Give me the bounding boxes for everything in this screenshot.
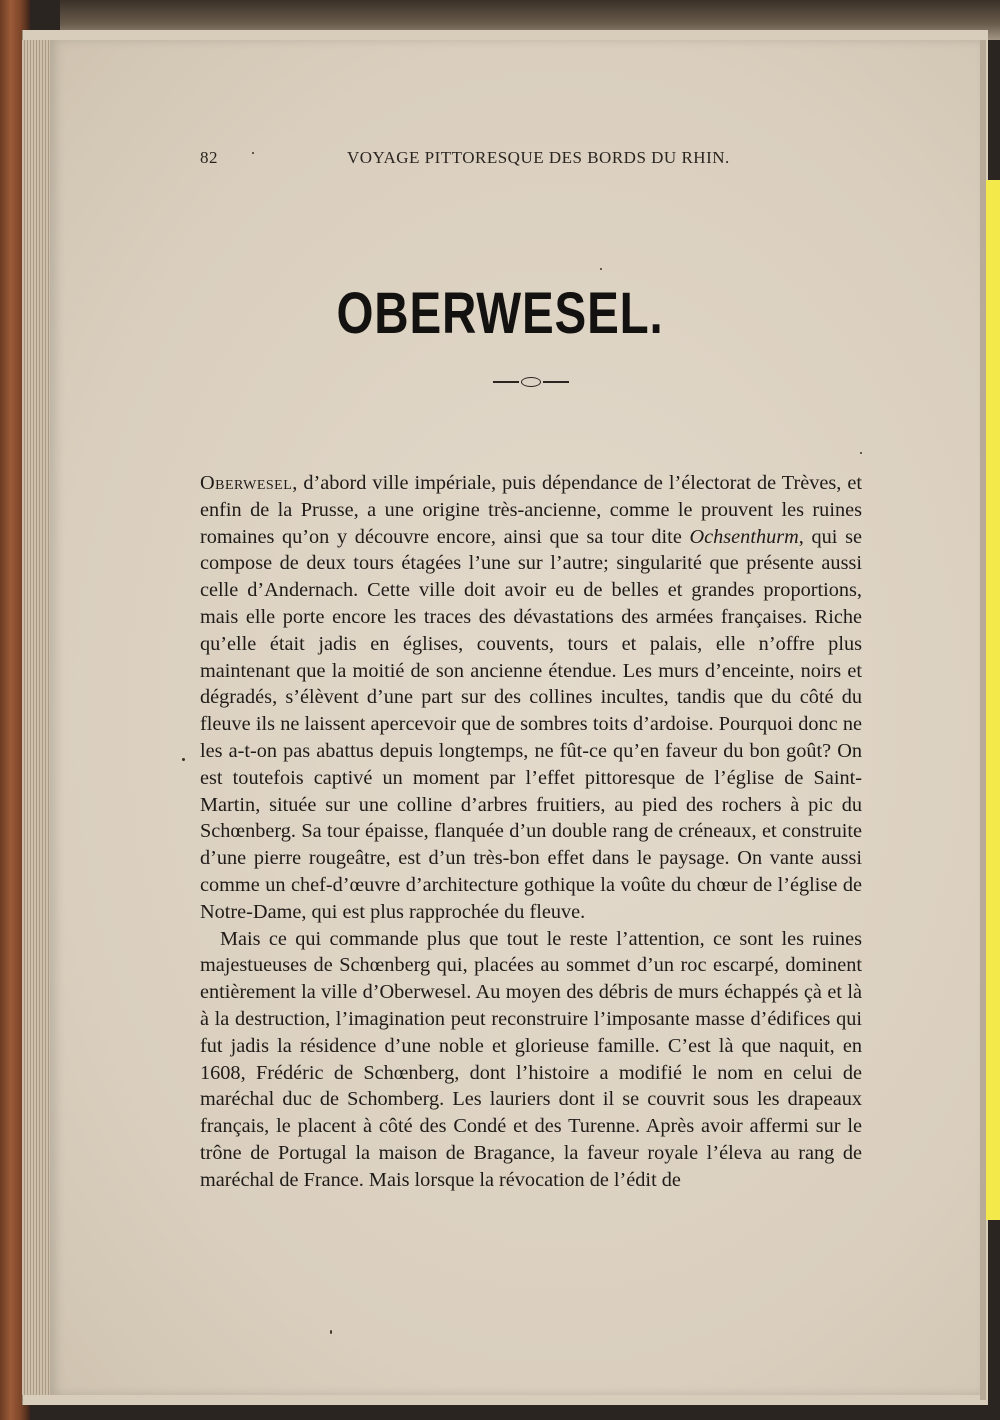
paragraph-1 — [200, 470, 862, 926]
paragraph-2: Mais ce qui commande plus que tout le reste l’attention, ce sont les ruines majestueuses de Schœnberg qui, placées au sommet d’un roc escarpé, dominent entièrement la ville d’Oberwesel. Au moyen des débris de murs échappés çà et là à la destruction, l’imagination peut reconstruire l’imposante masse d’édifices qui fut jadis la résidence d’une noble et glorieuse famille. C’est là que naquit, en 1608, Frédéric de Schœnberg, dont l’histoire a modifié le nom en celui de maréchal duc de Schomberg. Les lauriers dont il se couvrit sous les drapeaux français, le placent à côté des Condé et des Turenne. Après avoir affermi sur le trône de Portugal la maison de Bragance, la faveur royale l’éleva au rang de maréchal de France. Mais lorsque la révocation de l’édit de — [200, 927, 862, 1191]
ornament-bar-right — [543, 381, 569, 383]
body-text — [200, 470, 862, 1194]
ornament-divider — [493, 374, 569, 390]
paper-speck — [182, 758, 185, 761]
paragraph-lead-word: Oberwesel — [200, 472, 293, 494]
paper-speck — [860, 452, 862, 454]
paper-speck — [252, 152, 254, 154]
running-head: VOYAGE PITTORESQUE DES BORDS DU RHIN. — [347, 148, 730, 167]
page-number: 82 — [200, 148, 218, 167]
paper-speck — [600, 268, 602, 270]
page-edges — [22, 40, 52, 1395]
italic-term: Ochsenthurm — [689, 525, 799, 548]
ornament-knot — [521, 377, 541, 387]
page-header — [200, 148, 860, 172]
ornament-bar-left — [493, 381, 519, 383]
paragraph-1-part-a: , d’abord ville impériale, puis dépendance de l’électorat de Trèves, et enfin de la Prusse, a une origine très-ancienne, comme le prouvent les ruines romaines qu’on y découvre encore, ainsi que sa tour dite — [200, 472, 862, 548]
paragraph-1-part-b: , qui se compose de deux tours étagées l’une sur l’autre; singularité que présente aussi celle d’Andernach. Cette ville doit avoir eu de belles et grandes proportions, mais elle porte encore les traces des dévastations des armées françaises. Riche qu’elle était jadis en églises, couvents, tours et palais, elle n’offre plus maintenant que la moitié de son ancienne étendue. Les murs d’enceinte, noirs et dégradés, s’élèvent d’une part sur des collines incultes, tandis que du côté du fleuve ils ne laissent apercevoir que de sombres toits d’ardoise. Pourquoi donc ne les a-t-on pas abattus depuis longtemps, ne fût-ce qu’en faveur du bon goût? On est toutefois captivé un moment par l’effet pittoresque de l’église de Saint-Martin, située sur une colline d’arbres fruitiers, au pied des rochers à pic du Schœnberg. Sa tour épaisse, flanquée d’un double rang de créneaux, et construite d’une pierre rougeâtre, est d’un très-bon effet dans le paysage. On vante aussi comme un chef-d’œuvre d’architecture gothique la voûte du chœur de l’église de Notre-Dame, qui est plus rapprochée du fleuve. — [200, 525, 863, 923]
chapter-title: OBERWESEL. — [336, 281, 664, 346]
yellow-bookmark-strip — [986, 180, 1000, 1220]
paper-speck — [330, 1330, 332, 1334]
